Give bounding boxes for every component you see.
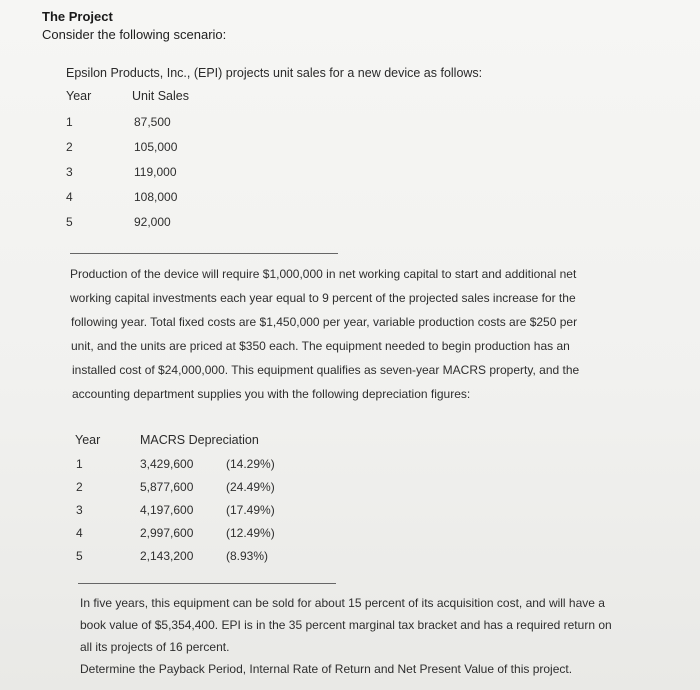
paragraph-line: In five years, this equipment can be sold for about 15 percent of its acquisition cost, and will have a (80, 596, 605, 610)
sales-year-cell: 3 (66, 165, 73, 179)
sales-year-cell: 1 (66, 115, 73, 129)
macrs-amount-cell: 4,197,600 (140, 503, 194, 517)
macrs-year-cell: 1 (76, 457, 83, 471)
macrs-percent-cell: (17.49%) (226, 503, 275, 517)
section-divider (78, 583, 336, 584)
macrs-percent-cell: (24.49%) (226, 480, 275, 494)
sales-year-cell: 4 (66, 190, 73, 204)
sales-header-year: Year (66, 89, 92, 103)
sales-units-cell: 108,000 (134, 190, 178, 204)
macrs-year-cell: 5 (76, 549, 83, 563)
macrs-header-year: Year (75, 433, 101, 447)
sales-units-cell: 87,500 (134, 115, 171, 129)
sales-header-units: Unit Sales (132, 89, 189, 103)
paragraph-line: accounting department supplies you with the following depreciation figures: (72, 387, 471, 401)
macrs-amount-cell: 5,877,600 (140, 480, 194, 494)
macrs-amount-cell: 2,997,600 (140, 526, 194, 540)
macrs-percent-cell: (8.93%) (226, 549, 269, 563)
macrs-percent-cell: (14.29%) (226, 457, 275, 471)
sales-units-cell: 119,000 (134, 165, 177, 179)
paragraph-line: book value of $5,354,400. EPI is in the 35 percent marginal tax bracket and has a required return on (80, 618, 612, 632)
paragraph-line: installed cost of $24,000,000. This equipment qualifies as seven-year MACRS property, and the (72, 363, 580, 377)
paragraph-line: Determine the Payback Period, Internal Rate of Return and Net Present Value of this project. (80, 662, 573, 676)
sales-units-cell: 105,000 (134, 140, 178, 154)
sales-units-cell: 92,000 (134, 215, 171, 229)
sales-year-cell: 2 (66, 140, 73, 154)
macrs-year-cell: 4 (76, 526, 83, 540)
macrs-percent-cell: (12.49%) (226, 526, 275, 540)
paragraph-line: working capital investments each year equal to 9 percent of the projected sales increase for the (70, 291, 576, 305)
macrs-amount-cell: 3,429,600 (140, 457, 194, 471)
paragraph-line: unit, and the units are priced at $350 each. The equipment needed to begin production has an (71, 339, 570, 353)
sales-intro: Epsilon Products, Inc., (EPI) projects unit sales for a new device as follows: (66, 66, 483, 80)
macrs-year-cell: 2 (76, 480, 83, 494)
macrs-amount-cell: 2,143,200 (140, 549, 194, 563)
page-title: The Project (42, 9, 113, 24)
macrs-header-depreciation: MACRS Depreciation (140, 433, 259, 447)
paragraph-line: Production of the device will require $1,000,000 in net working capital to start and additional net (70, 267, 577, 281)
section-divider (70, 253, 338, 254)
page-subtitle: Consider the following scenario: (42, 27, 227, 42)
macrs-year-cell: 3 (76, 503, 83, 517)
paragraph-line: following year. Total fixed costs are $1,450,000 per year, variable production costs are $250 per (71, 315, 578, 329)
paragraph-line: all its projects of 16 percent. (80, 640, 230, 654)
sales-year-cell: 5 (66, 215, 73, 229)
